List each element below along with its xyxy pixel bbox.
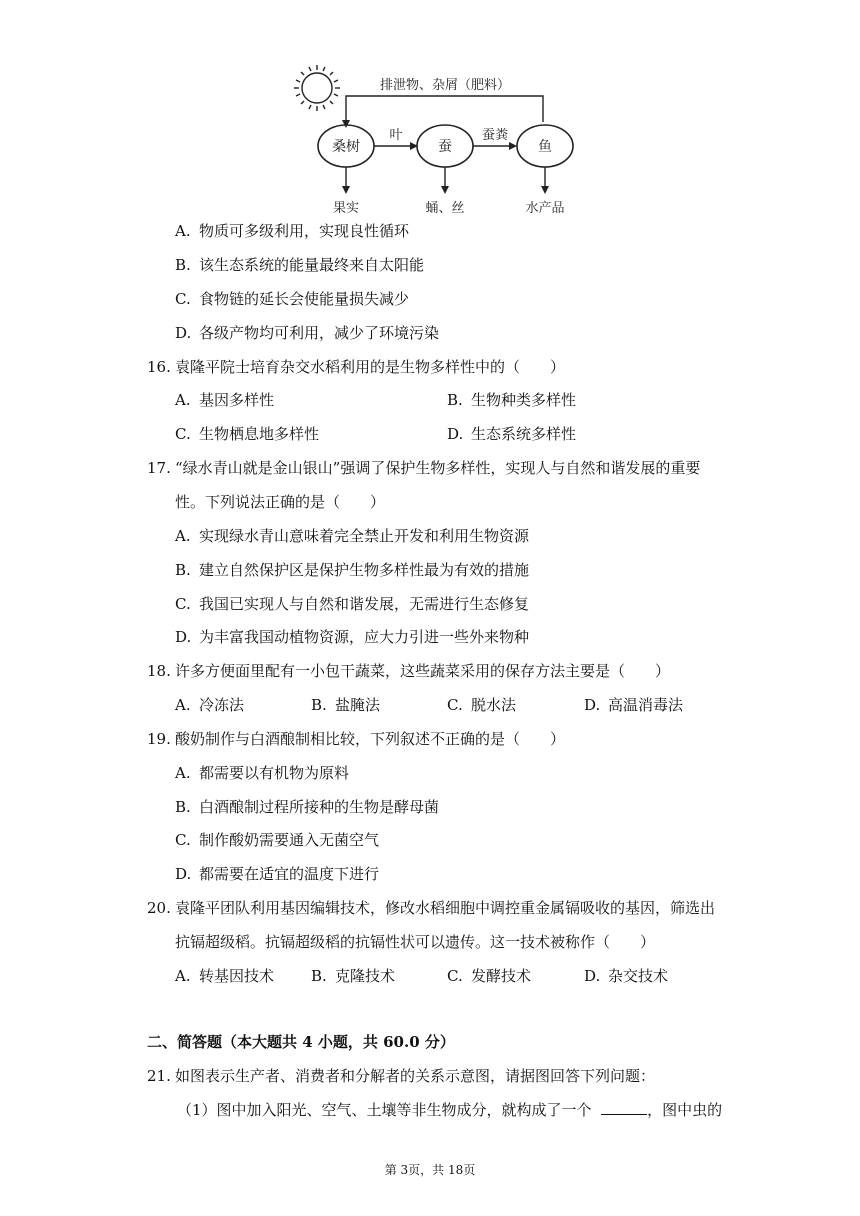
option-label: C. bbox=[175, 595, 191, 613]
option-label: D. bbox=[175, 628, 192, 646]
option-text: 高温消毒法 bbox=[608, 696, 684, 714]
q15-option-c bbox=[175, 289, 409, 309]
option-text: 盐腌法 bbox=[335, 696, 381, 714]
q15-option-a bbox=[175, 221, 409, 241]
option-label: A. bbox=[175, 527, 191, 545]
option-label: D. bbox=[584, 967, 601, 985]
option-text: 都需要在适宜的温度下进行 bbox=[199, 865, 380, 883]
option-label: B. bbox=[447, 391, 463, 409]
q18-option-d bbox=[584, 695, 683, 715]
option-label: A. bbox=[175, 222, 191, 240]
option-text: 白酒酿制过程所接种的生物是酵母菌 bbox=[199, 798, 440, 816]
q20-option-b bbox=[311, 966, 395, 986]
option-text: 物质可多级利用，实现良性循环 bbox=[199, 222, 410, 240]
q20-text-line1: 袁隆平团队利用基因编辑技术，修改水稻细胞中调控重金属镉吸收的基因，筛选出 bbox=[175, 899, 716, 917]
q18-option-b bbox=[311, 695, 380, 715]
option-text: 为丰富我国动植物资源，应大力引进一些外来物种 bbox=[199, 628, 530, 646]
option-label: B. bbox=[311, 696, 327, 714]
option-text: 生物栖息地多样性 bbox=[199, 425, 320, 443]
option-label: B. bbox=[311, 967, 327, 985]
q19-option-c bbox=[175, 830, 379, 850]
q18-option-a bbox=[175, 695, 244, 715]
product-label-3: 水产品 bbox=[525, 201, 565, 216]
answer-blank[interactable] bbox=[601, 1100, 647, 1115]
option-text: 该生态系统的能量最终来自太阳能 bbox=[199, 256, 425, 274]
option-label: C. bbox=[447, 696, 463, 714]
q16-option-b bbox=[447, 390, 576, 410]
q18-option-c bbox=[447, 695, 516, 715]
option-text: 生态系统多样性 bbox=[471, 425, 577, 443]
option-label: D. bbox=[175, 324, 192, 342]
option-text: 脱水法 bbox=[471, 696, 517, 714]
q20-number: 20. bbox=[147, 899, 171, 917]
q21-text: 如图表示生产者、消费者和分解者的关系示意图，请据图回答下列问题： bbox=[175, 1067, 656, 1085]
q17-text-line2: 性。下列说法正确的是（ ） bbox=[175, 493, 386, 511]
q18-text: 许多方便面里配有一小包干蔬菜，这些蔬菜采用的保存方法主要是（ ） bbox=[175, 662, 671, 680]
q21-sub1 bbox=[177, 1100, 722, 1120]
q17-option-d bbox=[175, 627, 529, 647]
q20-option-a bbox=[175, 966, 274, 986]
option-label: B. bbox=[175, 798, 191, 816]
option-text: 基因多样性 bbox=[199, 391, 275, 409]
q19-number: 19. bbox=[147, 730, 171, 748]
node-label-2: 蚕 bbox=[438, 139, 452, 155]
edge-label-1: 叶 bbox=[389, 128, 403, 143]
option-text: 建立自然保护区是保护生物多样性最为有效的措施 bbox=[199, 561, 530, 579]
option-text: 都需要以有机物为原料 bbox=[199, 764, 350, 782]
option-label: B. bbox=[175, 256, 191, 274]
option-text: 转基因技术 bbox=[199, 967, 275, 985]
q17-option-b bbox=[175, 560, 529, 580]
q21-number: 21. bbox=[147, 1067, 171, 1085]
option-label: B. bbox=[175, 561, 191, 579]
option-label: D. bbox=[175, 865, 192, 883]
q19-option-a bbox=[175, 763, 349, 783]
q17-option-a bbox=[175, 526, 529, 546]
q17-text-line1: “绿水青山就是金山银山”强调了保护生物多样性，实现人与自然和谐发展的重要 bbox=[175, 459, 701, 477]
q17-option-c bbox=[175, 594, 529, 614]
option-label: D. bbox=[584, 696, 601, 714]
q21-sub1-text: （1）图中加入阳光、空气、土壤等非生物成分，就构成了一个 bbox=[177, 1101, 592, 1119]
q15-option-b bbox=[175, 255, 424, 275]
sun-icon bbox=[294, 65, 340, 111]
q16-option-a bbox=[175, 390, 274, 410]
option-label: A. bbox=[175, 696, 191, 714]
option-text: 各级产物均可利用，减少了环境污染 bbox=[199, 324, 440, 342]
option-text: 制作酸奶需要通入无菌空气 bbox=[199, 831, 380, 849]
q21-sub1-text-after: ，图中虫的 bbox=[647, 1101, 723, 1119]
q20-option-c bbox=[447, 966, 531, 986]
node-label-1: 桑树 bbox=[332, 139, 360, 155]
q20-text-line2: 抗镉超级稻。抗镉超级稻的抗镉性状可以遗传。这一技术被称作（ ） bbox=[175, 933, 656, 951]
page-footer: 第 3页，共 18页 bbox=[384, 1163, 476, 1177]
option-label: D. bbox=[447, 425, 464, 443]
q17-number: 17. bbox=[147, 459, 171, 477]
option-text: 我国已实现人与自然和谐发展，无需进行生态修复 bbox=[199, 595, 530, 613]
option-text: 冷冻法 bbox=[199, 696, 245, 714]
option-text: 食物链的延长会使能量损失减少 bbox=[199, 290, 410, 308]
option-label: C. bbox=[175, 290, 191, 308]
q19-option-b bbox=[175, 797, 439, 817]
section-heading: 二、简答题（本大题共 4 小题，共 60.0 分） bbox=[147, 1033, 455, 1051]
node-label-3: 鱼 bbox=[538, 139, 552, 155]
q19-text: 酸奶制作与白酒酿制相比较，下列叙述不正确的是（ ） bbox=[175, 730, 566, 748]
product-label-1: 果实 bbox=[332, 201, 360, 216]
q16-option-d bbox=[447, 424, 576, 444]
edge-label-2: 蚕粪 bbox=[481, 128, 509, 143]
option-label: C. bbox=[175, 425, 191, 443]
option-label: A. bbox=[175, 967, 191, 985]
option-text: 生物种类多样性 bbox=[471, 391, 577, 409]
feedback-label: 排泄物、杂屑（肥料） bbox=[380, 78, 511, 93]
q15-option-d bbox=[175, 323, 439, 343]
product-label-2: 蛹、丝 bbox=[425, 201, 465, 216]
option-text: 克隆技术 bbox=[335, 967, 396, 985]
q19-option-d bbox=[175, 864, 379, 884]
ecosystem-diagram bbox=[280, 62, 600, 220]
q20-option-d bbox=[584, 966, 668, 986]
q18-number: 18. bbox=[147, 662, 171, 680]
q16-text: 袁隆平院士培育杂交水稻利用的是生物多样性中的（ ） bbox=[175, 358, 566, 376]
option-text: 杂交技术 bbox=[608, 967, 669, 985]
option-label: A. bbox=[175, 391, 191, 409]
option-label: C. bbox=[175, 831, 191, 849]
feedback-arrow bbox=[346, 96, 543, 122]
option-label: A. bbox=[175, 764, 191, 782]
q16-option-c bbox=[175, 424, 319, 444]
option-text: 实现绿水青山意味着完全禁止开发和利用生物资源 bbox=[199, 527, 530, 545]
q16-number: 16. bbox=[147, 358, 171, 376]
option-label: C. bbox=[447, 967, 463, 985]
option-text: 发酵技术 bbox=[471, 967, 532, 985]
